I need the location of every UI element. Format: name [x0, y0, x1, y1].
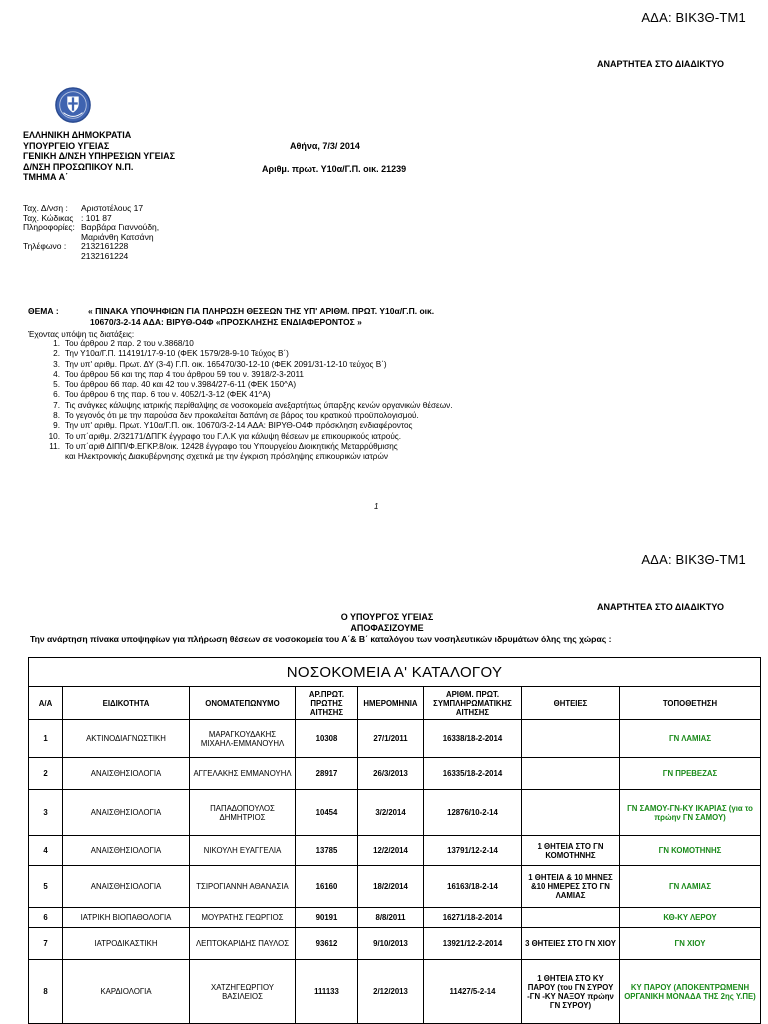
- subject-line: « ΠΙΝΑΚΑ ΥΠΟΨΗΦΙΩΝ ΓΙΑ ΠΛΗΡΩΣΗ ΘΕΣΕΩΝ ΤΗΣ ΥΠ' ΑΡΙΘΜ. ΠΡΩΤ. Υ10α/Γ.Π. οικ.: [88, 306, 435, 316]
- contact-value: Βαρβάρα Γιαννούδη,: [81, 222, 160, 232]
- column-header: ΕΙΔΙΚΟΤΗΤΑ: [63, 687, 190, 720]
- column-header: ΟΝΟΜΑΤΕΠΩΝΥΜΟ: [190, 687, 296, 720]
- list-item: 4. Του άρθρου 56 και της παρ 4 του άρθρου 59 του ν. 3918/2-3-2011: [53, 369, 304, 379]
- cell-date: 2/12/2013: [358, 960, 424, 1024]
- cell-supplementary-protocol: 12876/10-2-14: [424, 790, 522, 836]
- cell-specialty: ΚΑΡΔΙΟΛΟΓΙΑ: [63, 960, 190, 1024]
- cell-specialty: ΑΝΑΙΣΘΗΣΙΟΛΟΓΙΑ: [63, 866, 190, 908]
- cell-specialty: ΙΑΤΡΙΚΗ ΒΙΟΠΑΘΟΛΟΓΙΑ: [63, 908, 190, 928]
- contact-value: Μαριάνθη Κατσάνη: [81, 231, 154, 242]
- cell-date: 9/10/2013: [358, 928, 424, 960]
- column-header: ΑΡ.ΠΡΩΤ. ΠΡΩΤΗΣ ΑΙΤΗΣΗΣ: [296, 687, 358, 720]
- cell-name: ΛΕΠΤΟΚΑΡΙΔΗΣ ΠΑΥΛΟΣ: [190, 928, 296, 960]
- contact-label: Τηλέφωνο :: [23, 241, 67, 251]
- cell-placement: ΚΘ-ΚΥ ΛΕΡΟΥ: [620, 908, 761, 928]
- cell-supplementary-protocol: 16271/18-2-2014: [424, 908, 522, 928]
- cell-supplementary-protocol: 13791/12-2-14: [424, 836, 522, 866]
- cell-name: ΤΣΙΡΟΓΙΑΝΝΗ ΑΘΑΝΑΣΙΑ: [190, 866, 296, 908]
- subject-block: [28, 306, 548, 328]
- subject-label: ΘΕΜΑ :: [28, 306, 59, 316]
- cell-name: ΧΑΤΖΗΓΕΩΡΓΙΟΥ ΒΑΣΙΛΕΙΟΣ: [190, 960, 296, 1024]
- cell-index: 3: [29, 790, 63, 836]
- cell-first-protocol: 90191: [296, 908, 358, 928]
- table-row: [29, 960, 761, 1024]
- column-header: ΤΟΠΟΘΕΤΗΣΗ: [620, 687, 761, 720]
- contact-label: Ταχ. Κώδικας: [23, 212, 74, 223]
- protocol-number: Αριθμ. πρωτ. Υ10α/Γ.Π. οικ. 21239: [262, 164, 407, 174]
- cell-specialty: ΑΚΤΙΝΟΔΙΑΓΝΩΣΤΙΚΗ: [63, 720, 190, 758]
- ministry-block: [23, 130, 175, 183]
- cell-terms: [522, 908, 620, 928]
- ministry-line: ΥΠΟΥΡΓΕΙΟ ΥΓΕΙΑΣ: [23, 140, 110, 151]
- cell-date: 27/1/2011: [358, 720, 424, 758]
- cell-date: 26/3/2013: [358, 758, 424, 790]
- ministry-line: ΤΜΗΜΑ Α΄: [23, 172, 69, 182]
- cell-index: 6: [29, 908, 63, 928]
- cell-name: ΝΙΚΟΥΛΗ ΕΥΑΓΓΕΛΙΑ: [190, 836, 296, 866]
- cell-name: ΜΑΡΑΓΚΟΥΔΑΚΗΣ ΜΙΧΑΗΛ-ΕΜΜΑΝΟΥΗΛ: [190, 720, 296, 758]
- cell-first-protocol: 28917: [296, 758, 358, 790]
- cell-specialty: ΑΝΑΙΣΘΗΣΙΟΛΟΓΙΑ: [63, 758, 190, 790]
- list-item: 11. Το υπ΄αριθ ΔΙΠΠ/Φ.ΕΓΚΡ.8/οικ. 12428 έγγραφο του Υπουργείου Διοικητικής Μεταρρύθμισης: [49, 441, 398, 451]
- cell-placement: ΓΝ ΧΙΟΥ: [620, 928, 761, 960]
- table-row: [29, 928, 761, 960]
- list-item: 7. Τις ανάγκες κάλυψης ιατρικής περίθαλψης σε νοσοκομεία ανεξαρτήτως ύπαρξης κενών οργανικών θέσεων.: [53, 400, 453, 410]
- cell-terms: 1 ΘΗΤΕΙΑ ΣΤΟ ΓΝ ΚΟΜΟΤΗΝΗΣ: [522, 836, 620, 866]
- hospitals-table: [28, 657, 761, 1024]
- list-item: 9. Την υπ' αριθμ. Πρωτ. Υ10α/Γ.Π. οικ. 10670/3-2-14 ΑΔΑ: ΒΙΡΥΘ-Ο4Φ πρόσκληση ενδιαφέροντος: [53, 421, 413, 431]
- cell-terms: [522, 720, 620, 758]
- posted-online-note-page2: ΑΝΑΡΤΗΤΕΑ ΣΤΟ ΔΙΑΔΙΚΤΥΟ: [597, 602, 724, 612]
- column-header: ΗΜΕΡΟΜΗΝΙΑ: [358, 687, 424, 720]
- cell-terms: 1 ΘΗΤΕΙΑ ΣΤΟ ΚΥ ΠΑΡΟΥ (του ΓΝ ΣΥΡΟΥ -ΓΝ -ΚΥ ΝΑΞΟΥ πρώην ΓΝ ΣΥΡΟΥ): [522, 960, 620, 1024]
- list-item-continuation: και Ηλεκτρονικής Διακυβέρνησης σχετικά με την έγκριση πρόσληψης επικουρικών ιατρών: [65, 452, 388, 462]
- cell-first-protocol: 111133: [296, 960, 358, 1024]
- cell-name: ΠΑΠΑΔΟΠΟΥΛΟΣ ΔΗΜΗΤΡΙΟΣ: [190, 790, 296, 836]
- cell-terms: 3 ΘΗΤΕΙΕΣ ΣΤΟ ΓΝ ΧΙΟΥ: [522, 928, 620, 960]
- cell-index: 5: [29, 866, 63, 908]
- cell-date: 8/8/2011: [358, 908, 424, 928]
- cell-terms: [522, 790, 620, 836]
- table-caption: ΝΟΣΟΚΟΜΕΙΑ Α' ΚΑΤΑΛΟΓΟΥ: [28, 657, 761, 686]
- column-header: ΑΡΙΘΜ. ΠΡΩΤ. ΣΥΜΠΛΗΡΩΜΑΤΙΚΗΣ ΑΙΤΗΣΗΣ: [424, 687, 522, 720]
- cell-specialty: ΑΝΑΙΣΘΗΣΙΟΛΟΓΙΑ: [63, 836, 190, 866]
- cell-index: 1: [29, 720, 63, 758]
- document-date: Αθήνα, 7/3/ 2014: [290, 141, 360, 151]
- decision-word: ΑΠΟΦΑΣΙΖΟΥΜΕ: [350, 622, 424, 633]
- contact-label: Πληροφορίες:: [23, 222, 75, 232]
- cell-first-protocol: 10308: [296, 720, 358, 758]
- list-item: 8. Το γεγονός ότι με την παρούσα δεν προκαλείται δαπάνη σε βάρος του κρατικού προϋπολογισμού.: [53, 411, 419, 421]
- decision-intro: Την ανάρτηση πίνακα υποψηφίων για πλήρωση θέσεων σε νοσοκομεία του Α΄& Β΄ καταλόγου των νοσηλευτικών ιδρυμάτων όλης της χώρας :: [30, 634, 612, 644]
- page-number: 1: [374, 502, 379, 511]
- cell-placement: ΓΝ ΛΑΜΙΑΣ: [620, 720, 761, 758]
- cell-date: 3/2/2014: [358, 790, 424, 836]
- minister-title: Ο ΥΠΟΥΡΓΟΣ ΥΓΕΙΑΣ: [340, 612, 434, 622]
- cell-date: 12/2/2014: [358, 836, 424, 866]
- provisions-list: [44, 339, 452, 463]
- cell-placement: ΚΥ ΠΑΡΟΥ (ΑΠΟΚΕΝΤΡΩΜΕΝΗ ΟΡΓΑΝΙΚΗ ΜΟΝΑΔΑ ΤΗΣ 2ης Υ.ΠΕ): [620, 960, 761, 1024]
- contact-value: : 101 87: [81, 212, 112, 223]
- table-row: [29, 790, 761, 836]
- column-header: ΘΗΤΕΙΕΣ: [522, 687, 620, 720]
- cell-name: ΑΓΓΕΛΑΚΗΣ ΕΜΜΑΝΟΥΗΛ: [190, 758, 296, 790]
- cell-terms: 1 ΘΗΤΕΙΑ & 10 ΜΗΝΕΣ &10 ΗΜΕΡΕΣ ΣΤΟ ΓΝ ΛΑΜΙΑΣ: [522, 866, 620, 908]
- table-row: [29, 866, 761, 908]
- cell-index: 2: [29, 758, 63, 790]
- cell-index: 8: [29, 960, 63, 1024]
- cell-supplementary-protocol: 13921/12-2-2014: [424, 928, 522, 960]
- contact-label: [23, 252, 81, 262]
- cell-index: 7: [29, 928, 63, 960]
- list-item: 3. Την υπ' αριθμ. Πρωτ. ΔΥ (3-4) Γ.Π. οικ. 165470/30-12-10 (ΦΕΚ 2091/31-12-10 τεύχος Β΄): [53, 359, 387, 369]
- cell-supplementary-protocol: 11427/5-2-14: [424, 960, 522, 1024]
- column-header: Α/Α: [29, 687, 63, 720]
- cell-placement: ΓΝ ΛΑΜΙΑΣ: [620, 866, 761, 908]
- ministry-line: ΕΛΛΗΝΙΚΗ ΔΗΜΟΚΡΑΤΙΑ: [23, 130, 132, 140]
- ministry-line: Δ/ΝΣΗ ΠΡΟΣΩΠΙΚΟΥ Ν.Π.: [23, 161, 134, 172]
- cell-placement: ΓΝ ΠΡΕΒΕΖΑΣ: [620, 758, 761, 790]
- cell-placement: ΓΝ ΣΑΜΟΥ-ΓΝ-ΚΥ ΙΚΑΡΙΑΣ (για το πρώην ΓΝ ΣΑΜΟΥ): [620, 790, 761, 836]
- cell-specialty: ΑΝΑΙΣΘΗΣΙΟΛΟΓΙΑ: [63, 790, 190, 836]
- cell-first-protocol: 10454: [296, 790, 358, 836]
- contact-value: Αριστοτέλους 17: [81, 203, 144, 213]
- list-item: 10. Το υπ΄αριθμ. 2/32171/ΔΠΓΚ έγγραφο του Γ.Λ.Κ για κάλυψη θέσεων με επικουρικούς ιατρούς.: [48, 431, 402, 441]
- cell-date: 18/2/2014: [358, 866, 424, 908]
- cell-first-protocol: 13785: [296, 836, 358, 866]
- list-item: 2. Την Υ10α/Γ.Π. 114191/17-9-10 (ΦΕΚ 1579/28-9-10 Τεύχος Β΄): [53, 349, 289, 359]
- subject-line: 10670/3-2-14 ΑΔΑ: ΒΙΡΥΘ-Ο4Φ «ΠΡΟΣΚΛΗΣΗΣ ΕΝΔΙΑΦΕΡΟΝΤΟΣ »: [90, 317, 362, 327]
- table-row: [29, 720, 761, 758]
- cell-first-protocol: 16160: [296, 866, 358, 908]
- minister-heading: [0, 612, 768, 633]
- contact-block: [23, 204, 159, 261]
- list-item: 1. Του άρθρου 2 παρ. 2 του ν.3868/10: [53, 339, 194, 348]
- table-row: [29, 908, 761, 928]
- ada-code: ΑΔΑ: ΒΙΚ3Θ-ΤΜ1: [641, 10, 746, 25]
- cell-first-protocol: 93612: [296, 928, 358, 960]
- table-row: [29, 758, 761, 790]
- cell-supplementary-protocol: 16335/18-2-2014: [424, 758, 522, 790]
- posted-online-note: ΑΝΑΡΤΗΤΕΑ ΣΤΟ ΔΙΑΔΙΚΤΥΟ: [597, 59, 724, 69]
- contact-value: 2132161228: [81, 241, 129, 251]
- list-item: 6. Του άρθρου 6 της παρ. 6 του ν. 4052/1-3-12 (ΦΕΚ 41^Α): [53, 390, 271, 400]
- ministry-line: ΓΕΝΙΚΗ Δ/ΝΣΗ ΥΠΗΡΕΣΙΩΝ ΥΓΕΙΑΣ: [23, 151, 176, 161]
- cell-supplementary-protocol: 16163/18-2-14: [424, 866, 522, 908]
- cell-placement: ΓΝ ΚΟΜΟΤΗΝΗΣ: [620, 836, 761, 866]
- list-item: 5. Του άρθρου 66 παρ. 40 και 42 του ν.3984/27-6-11 (ΦΕΚ 150^Α): [53, 380, 297, 390]
- contact-value: 2132161224: [81, 250, 129, 261]
- considering-intro: Έχοντας υπόψη τις διατάξεις:: [28, 330, 135, 339]
- cell-index: 4: [29, 836, 63, 866]
- cell-supplementary-protocol: 16338/18-2-2014: [424, 720, 522, 758]
- cell-specialty: ΙΑΤΡΟΔΙΚΑΣΤΙΚΗ: [63, 928, 190, 960]
- greek-emblem-icon: [54, 86, 92, 124]
- table-row: [29, 836, 761, 866]
- contact-label: Ταχ. Δ/νση :: [23, 203, 68, 213]
- table-header-row: [29, 687, 761, 720]
- cell-terms: [522, 758, 620, 790]
- ada-code-page2: ΑΔΑ: ΒΙΚ3Θ-ΤΜ1: [641, 552, 746, 567]
- cell-name: ΜΟΥΡΑΤΗΣ ΓΕΩΡΓΙΟΣ: [190, 908, 296, 928]
